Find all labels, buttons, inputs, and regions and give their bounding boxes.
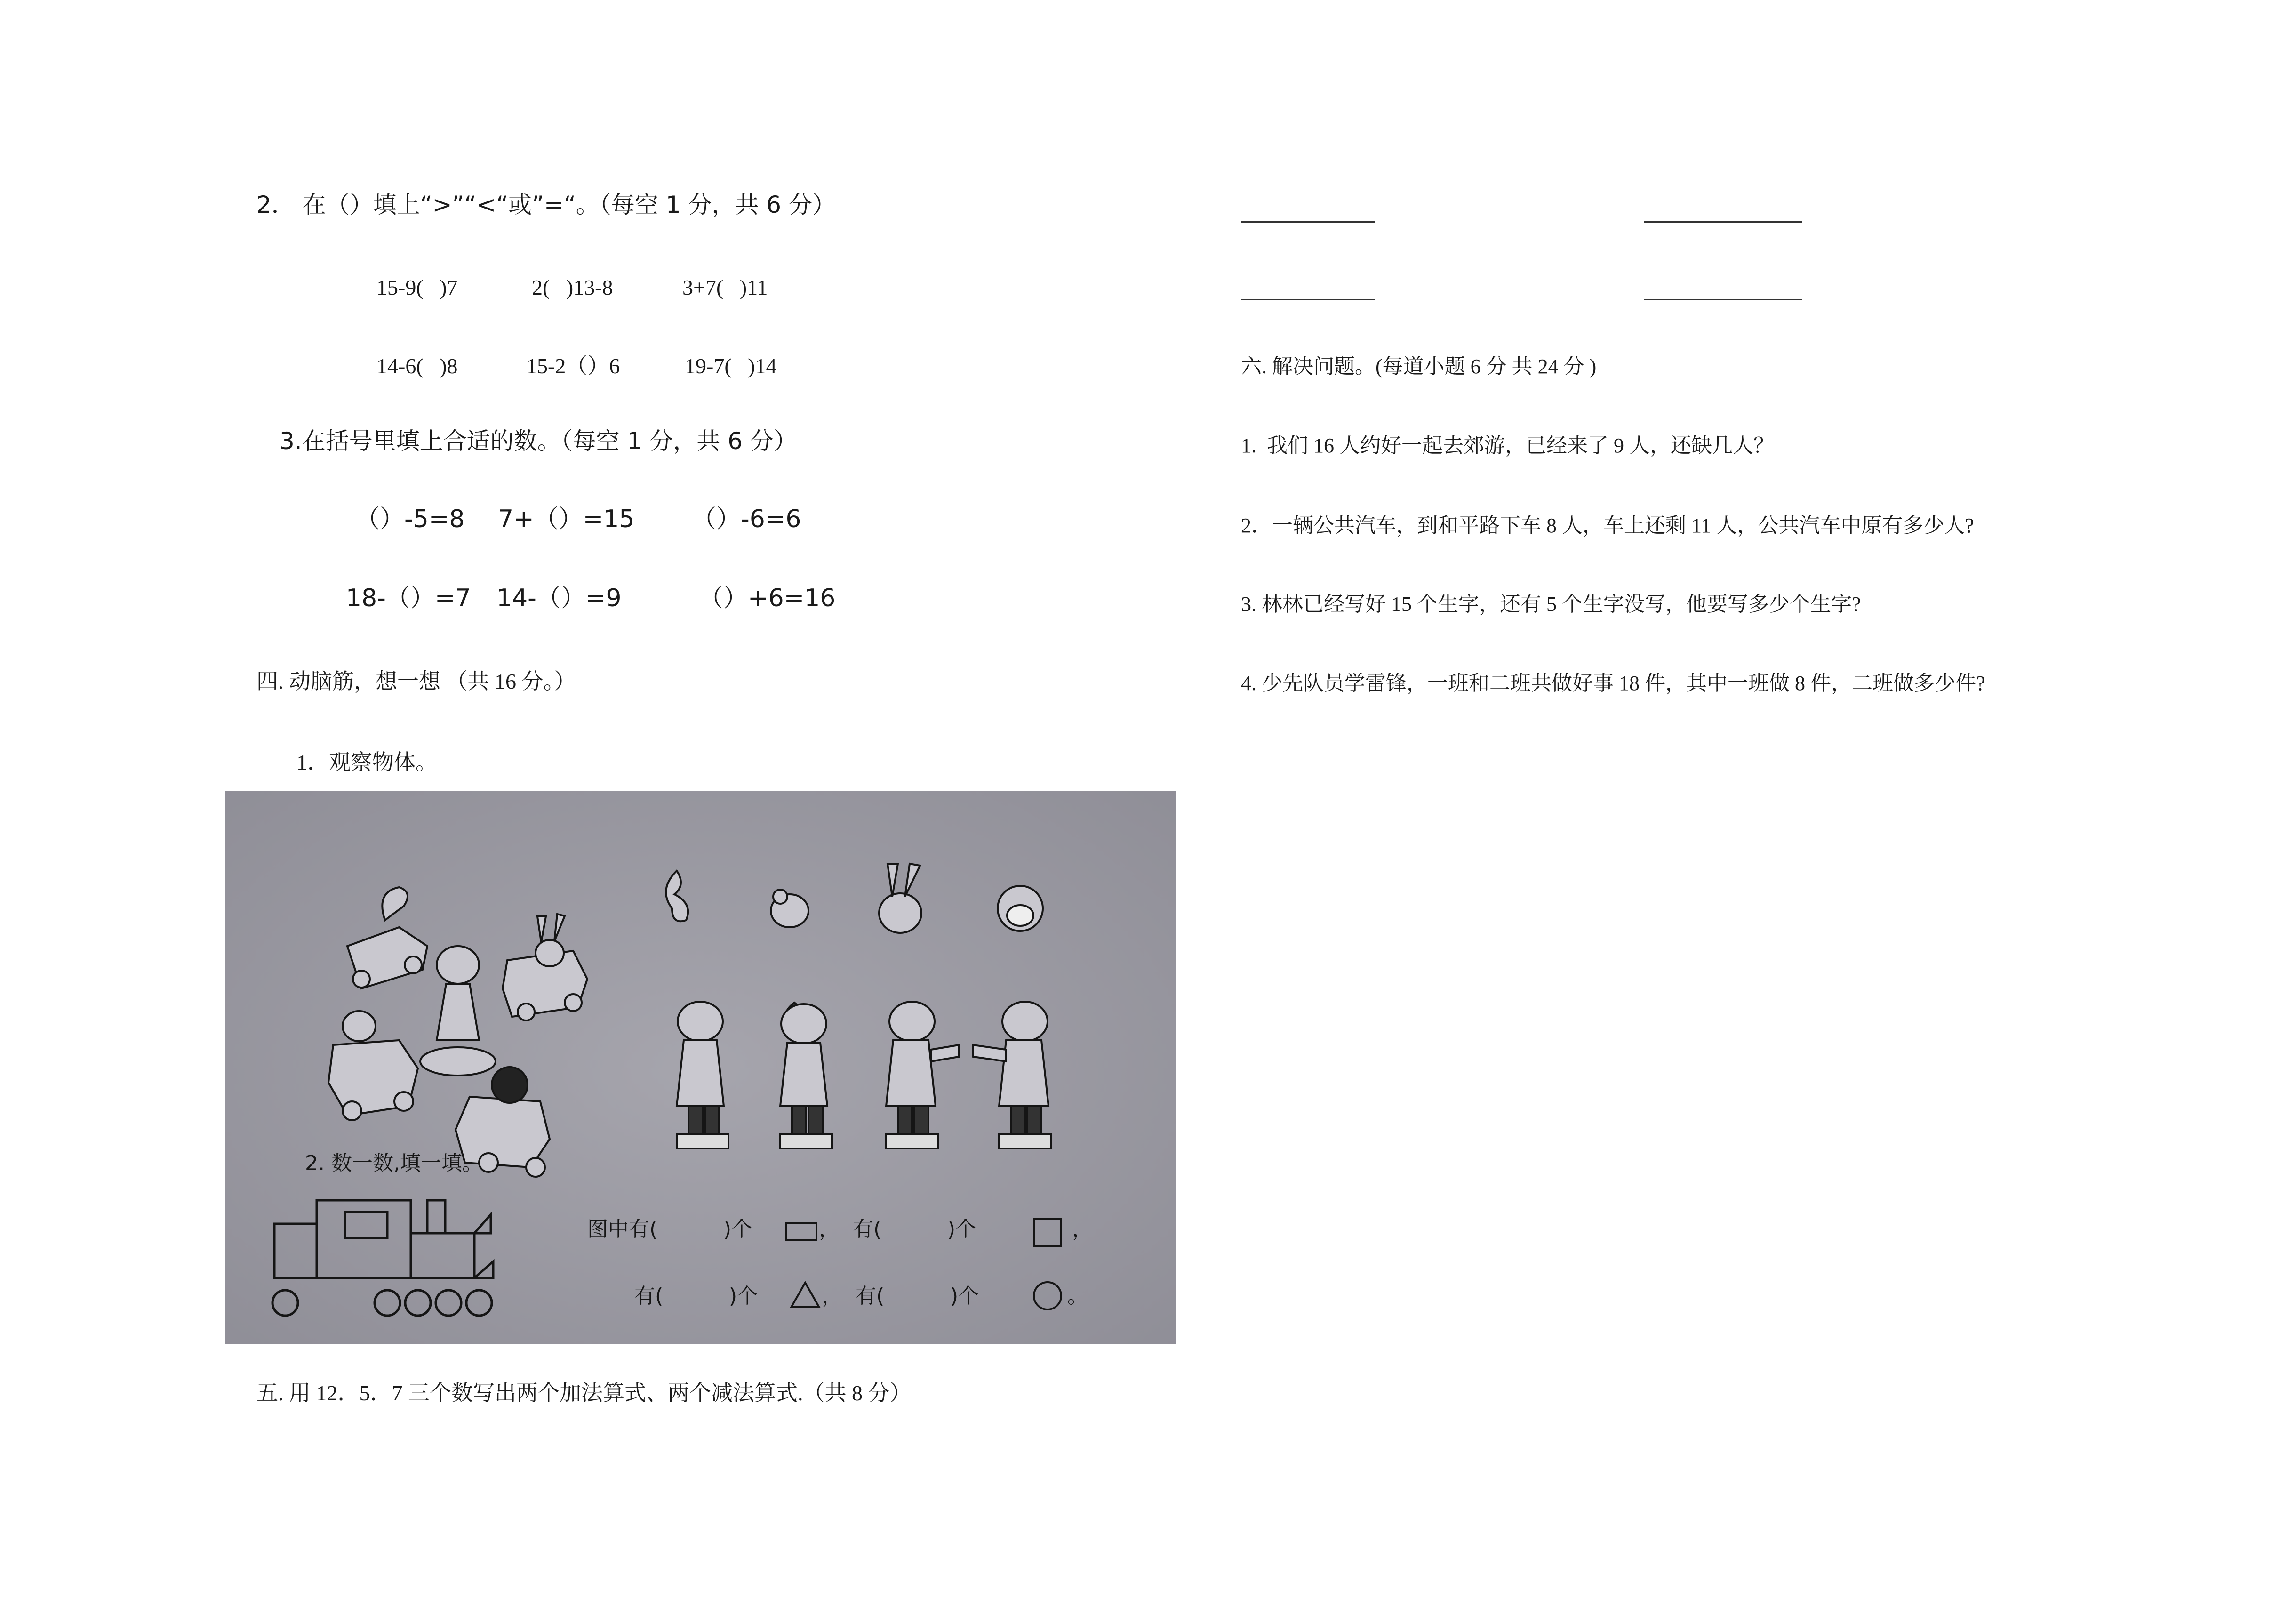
problem-1: 1. 我们 16 人约好一起去郊游，已经来了 9 人，还缺几人？: [1241, 434, 1774, 457]
q2-item: 15-9( )7: [376, 275, 458, 299]
answer-line: [1644, 221, 1802, 223]
section-4-title: 四. 动脑筋，想一想 （共 16 分。）: [256, 669, 576, 693]
q3-item: （）-6=6: [692, 505, 801, 533]
section-6-title: 六. 解决问题。(每道小题 6 分 共 24 分 ): [1241, 355, 1597, 378]
q3-item: 7+（）=15: [498, 505, 635, 533]
count-line-1b: ， 有( )个: [819, 1217, 976, 1241]
problem-3: 3. 林林已经写好 15 个生字，还有 5 个生字没写，他要写多少个生字?: [1241, 593, 1861, 616]
q3-item: 18-（）=7: [346, 584, 471, 612]
q3-item: （）+6=16: [699, 584, 836, 612]
q3-title: 3.在括号里填上合适的数。（每空 1 分，共 6 分）: [280, 427, 797, 455]
section-5-title: 五. 用 12．5．7 三个数写出两个加法算式、两个减法算式.（共 8 分）: [256, 1381, 912, 1405]
problem-4: 4. 少先队员学雷锋，一班和二班共做好事 18 件，其中一班做 8 件，二班做多少件?: [1241, 672, 1985, 695]
answer-line: [1241, 299, 1375, 300]
circle-icon: [1032, 1280, 1063, 1311]
q2-item: 2( )13-8: [532, 275, 613, 299]
square-icon: [1032, 1217, 1063, 1248]
count-line-2-end: 。: [1067, 1284, 1088, 1308]
count-line-2a: 有( )个: [634, 1284, 758, 1308]
photo-illustration: [225, 791, 1176, 1344]
q3-item: （）-5=8: [355, 505, 465, 533]
answer-line: [1644, 299, 1802, 300]
count-line-1-end: ，: [1072, 1217, 1093, 1241]
answer-line: [1241, 221, 1375, 223]
q2-item: 3+7( )11: [682, 275, 768, 299]
q2-item: 14-6( )8: [376, 354, 458, 378]
q2-title: 2． 在（）填上“>”“<“或”=“。（每空 1 分，共 6 分）: [256, 191, 836, 218]
rectangle-icon: [785, 1221, 818, 1242]
triangle-icon: [790, 1280, 821, 1309]
problem-2: 2．一辆公共汽车，到和平路下车 8 人，车上还剩 11 人，公共汽车中原有多少人?: [1241, 514, 1974, 537]
count-line-1a: 图中有( )个: [587, 1217, 752, 1241]
q2-item: 15-2（）6: [526, 354, 620, 378]
count-fill-label: 2. 数一数,填一填。: [305, 1151, 483, 1175]
q2-item: 19-7( )14: [685, 354, 777, 378]
worksheet-photo: [225, 791, 1176, 1344]
observe-objects-label: 1．观察物体。: [296, 750, 437, 774]
q3-item: 14-（）=9: [496, 584, 622, 612]
count-line-2b: ， 有( )个: [822, 1284, 979, 1308]
